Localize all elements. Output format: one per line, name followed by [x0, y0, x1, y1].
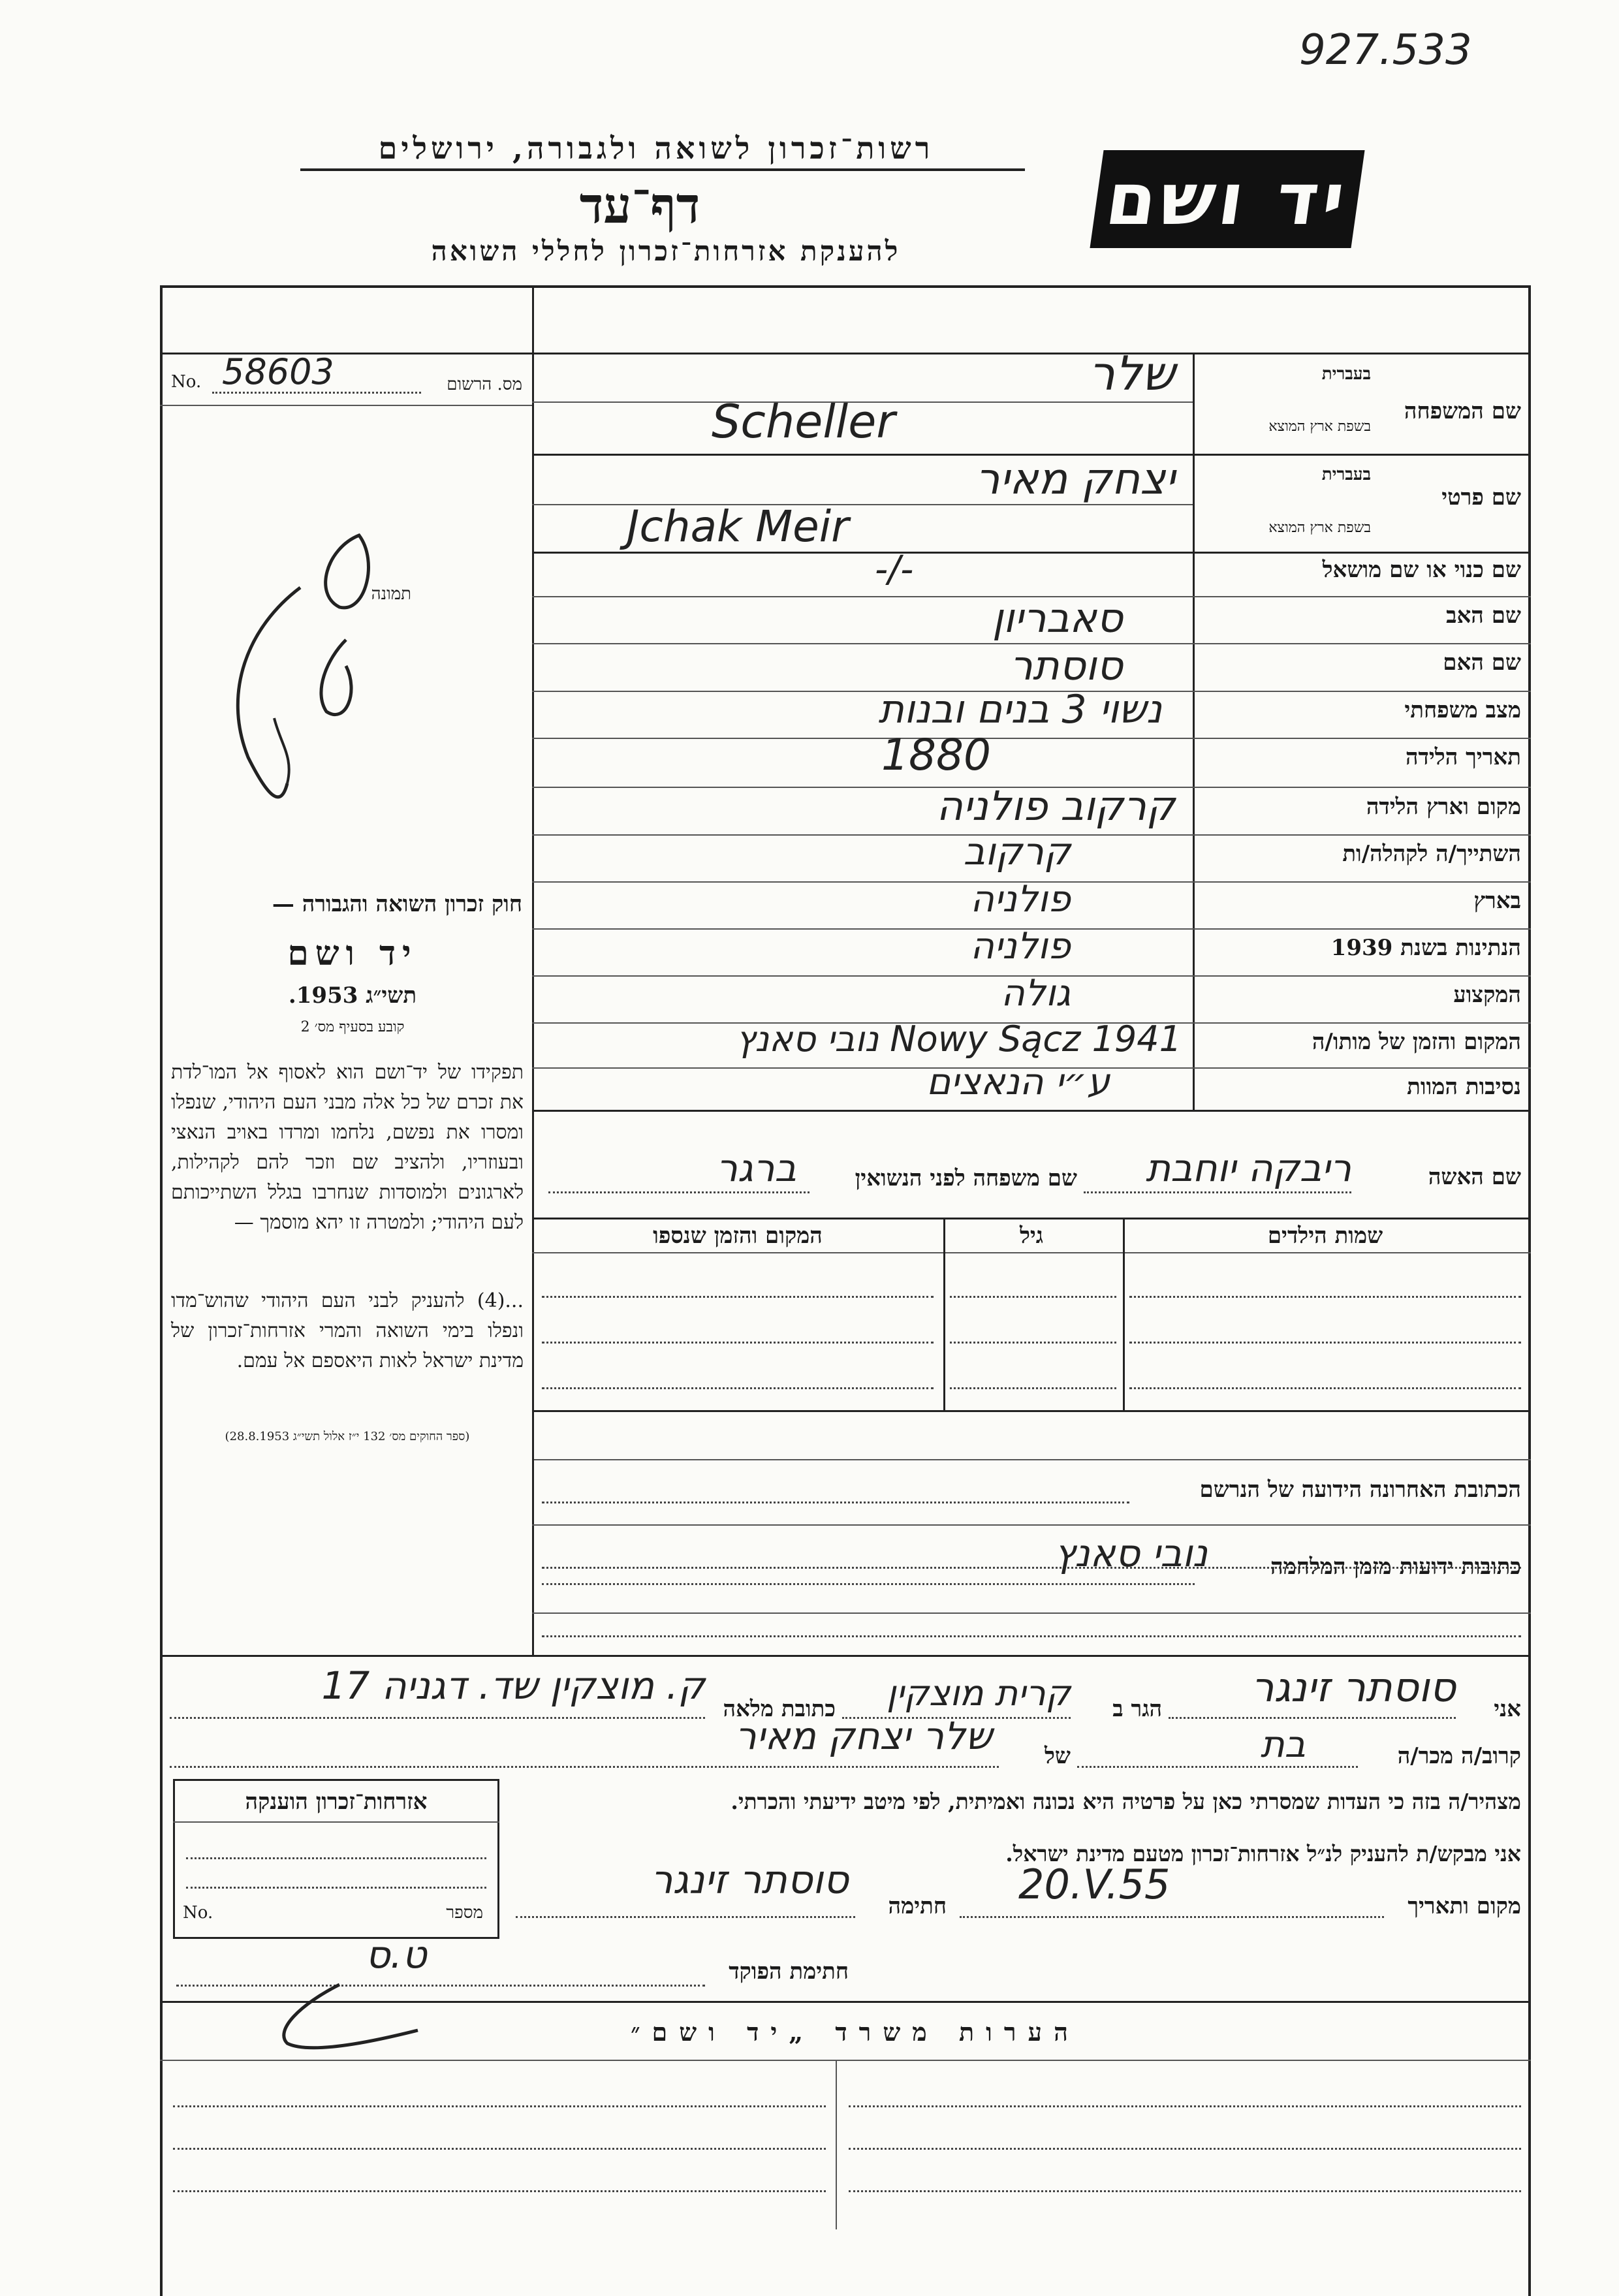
family-local-label: בשפת ארץ המוצא: [1268, 418, 1371, 435]
wartime-value: נובי סאנץ: [1054, 1531, 1208, 1575]
children-header-line: [532, 1252, 1531, 1253]
officer-label: חתימת הפוקד: [729, 1958, 849, 1985]
row-line-4: [532, 738, 1531, 739]
first-hebrew-label: בעברית: [1321, 465, 1371, 484]
authority-title: רשות־זכרון לשואה ולגבורה, ירושלים: [378, 131, 934, 166]
family-hebrew-value: שלר: [1088, 346, 1175, 401]
photo-label: תמונה: [371, 584, 411, 604]
children-header-age: גיל: [1019, 1223, 1044, 1249]
signature-dots: [516, 1916, 855, 1918]
addr-line-2: [532, 1524, 1531, 1526]
first-hebrew-value: יצחק מאיר: [975, 454, 1175, 504]
remarks-dots-5: [173, 2190, 826, 2192]
law-source: (ספר החוקים מס׳ 132 י״ז אלול תשי״ג 28.8.1953): [225, 1430, 470, 1443]
children-col-divider-2: [943, 1218, 945, 1410]
wartime-label: כתובות ידועות מזמן המלחמה: [1270, 1554, 1521, 1580]
row-line-12: [532, 1110, 1531, 1112]
first-name-label: שם פרטי: [1441, 484, 1521, 511]
family-mid-line: [532, 401, 1193, 403]
law-text-2: ...(4) להעניק לבני העם היהודי שהוש־מדו ונפלו בימי השואה והמרי אזרחות־זכרון של מדינת ישראל לאות היאספם אל עמם.: [171, 1289, 524, 1372]
wartime-dots: [542, 1583, 1195, 1585]
place-date-dots: [960, 1916, 1384, 1918]
residing-label: הגר ב: [1112, 1696, 1162, 1722]
addr-top-line: [532, 1459, 1531, 1460]
remarks-dots-6: [849, 2190, 1521, 2192]
mother-label: שם האם: [1443, 650, 1521, 676]
citizenship-box-title: אזרחות־זכרון הוענקה: [245, 1789, 428, 1815]
addr-bottom-line: [160, 1655, 1531, 1657]
children-dots-1: [542, 1296, 934, 1298]
law-year: תשי״ג 1953.: [288, 983, 417, 1009]
citizenship-1939-value: פולניה: [970, 925, 1071, 967]
reg-no-label: No.: [171, 372, 202, 392]
relation-dots: [1077, 1766, 1358, 1768]
wife-label: שם האשה: [1428, 1164, 1521, 1190]
birthplace-value: קרקוב פולניה: [936, 782, 1175, 830]
citizenship-box-dots-1: [186, 1857, 486, 1859]
maiden-label: שם משפחה לפני הנשואין: [855, 1165, 1077, 1191]
citizenship-box-number-label: מספר: [446, 1903, 483, 1923]
children-dots-9: [1129, 1387, 1521, 1389]
authority-underline: [300, 168, 1025, 171]
family-local-value: Scheller: [712, 395, 896, 448]
relation-value: בת: [1260, 1723, 1306, 1766]
remarks-dots-4: [849, 2148, 1521, 2150]
first-local-label: בשפת ארץ המוצא: [1268, 520, 1371, 536]
nickname-value: -/-: [875, 548, 914, 591]
first-mid-line: [532, 504, 1193, 505]
children-header-names: שמות הילדים: [1267, 1223, 1383, 1249]
death-circ-value: ע״י הנאצים: [926, 1061, 1110, 1103]
law-name: יד ושם: [287, 934, 418, 973]
remarks-dots-3: [173, 2148, 826, 2150]
father-value: סאבריון: [992, 594, 1123, 642]
birthdate-label: תאריך הלידה: [1405, 744, 1521, 770]
father-label: שם האב: [1446, 603, 1521, 629]
declarant-name-label: אני: [1494, 1696, 1521, 1722]
first-row-line: [532, 552, 1531, 554]
law-text-1: תפקידו של יד־ושם הוא לאסוף אל המו־לדת את זכרם של כל אלה מבני העם היהודי, שנפלו ומסרו את נפשם, נלחמו ומרדו באויב הנאצי ובעוזריו, ולהציב שם וזכר להם לקהילות, לארגונים ולמוסדות שנחרבו בגלל השתייכותם לעם היהודי; ולמטרה זו יהא מוסמך —: [171, 1061, 524, 1234]
children-header-place: המקום והזמן שנספו: [653, 1223, 823, 1249]
marital-label: מצב משפחתי: [1404, 697, 1521, 723]
of-value: שלר יצחק מאיר: [735, 1714, 992, 1758]
first-local-value: Jchak Meir: [627, 501, 849, 552]
law-note: קובע בסעיף מס׳ 2: [300, 1019, 405, 1035]
country-label: בארץ: [1473, 888, 1521, 914]
remarks-line-1: [160, 2060, 1531, 2061]
form-title: דף־עד: [579, 176, 700, 234]
maiden-dots: [548, 1191, 810, 1193]
nickname-label: שם כנוי או שם מושאל: [1322, 557, 1521, 583]
family-hebrew-label: בעברית: [1321, 364, 1371, 384]
last-address-label: הכתובת האחרונה הידועה של הנרשם: [1199, 1477, 1521, 1503]
citizenship-box-dots-2: [186, 1887, 486, 1889]
children-dots-7: [542, 1387, 934, 1389]
children-bottom-line: [532, 1410, 1531, 1412]
remarks-dots-2: [849, 2105, 1521, 2107]
wife-dots: [1084, 1191, 1351, 1193]
label-column-divider: [1193, 353, 1195, 1110]
reg-line: [160, 405, 532, 406]
relation-label: קרוב/ה מכר/ה: [1397, 1743, 1521, 1769]
community-label: השתייך/ה לקהלה/ות: [1342, 841, 1521, 867]
remarks-dots-1: [173, 2105, 826, 2107]
birthplace-label: מקום וארץ הלידה: [1366, 794, 1521, 820]
archive-number: 927.533: [1299, 26, 1472, 74]
profession-value: גולה: [1001, 972, 1071, 1014]
wife-row-line: [532, 1218, 1531, 1219]
signature-label: חתימה: [888, 1893, 947, 1919]
signature-value: סוסתר זינגר: [650, 1857, 849, 1903]
reg-label: מס. הרשום: [447, 375, 522, 394]
request-text: אני מבקש/ת להעניק לנ״ל אזרחות־זכרון מטעם מדינת ישראל.: [1005, 1841, 1521, 1866]
marital-value: נשוי 3 בנים ובנות: [878, 687, 1162, 732]
death-place-value: Nowy Sącz 1941 נובי סאנץ: [736, 1018, 1182, 1060]
birthdate-value: 1880: [881, 730, 991, 780]
place-date-label: מקום ותאריך: [1407, 1893, 1521, 1919]
declaration-text: מצהיר/ה בזה כי העדות שמסרתי כאן על פרטיה היא נכונה ואמיתית, לפי מיטב ידיעתי והכרתי.: [731, 1789, 1521, 1814]
form-subtitle: להענקת אזרחות־זכרון לחללי השואה: [431, 235, 901, 267]
full-address-label: כתובת מלאה: [723, 1696, 836, 1722]
wife-value: ריבקה יוחבת: [1145, 1146, 1351, 1190]
last-address-dots: [542, 1502, 1129, 1503]
remarks-divider: [836, 2060, 837, 2229]
death-place-label: המקום והזמן של מותו/ה: [1312, 1029, 1521, 1055]
addr-dots-3: [542, 1635, 1521, 1637]
children-col-divider-1: [1123, 1218, 1125, 1410]
photo-scribble: [196, 509, 405, 823]
addr-left-border: [532, 1410, 534, 1655]
remarks-top-line: [160, 2001, 1531, 2003]
citizenship-box-line: [173, 1821, 499, 1823]
community-value: קרקוב: [963, 829, 1071, 873]
profession-label: המקצוע: [1453, 982, 1521, 1008]
mother-value: סוסתר: [1009, 642, 1123, 689]
children-dots-5: [950, 1342, 1116, 1344]
reg-number: 58603: [222, 351, 334, 392]
full-address-value: ק. מוצקין שד. דגניה 17: [321, 1663, 705, 1708]
children-dots-6: [1129, 1342, 1521, 1344]
officer-value: ט.ס: [366, 1932, 427, 1977]
country-value: פולניה: [970, 878, 1071, 920]
office-remarks-title: הערות משרד „יד ושם״: [631, 2017, 1080, 2047]
officer-dots: [176, 1985, 705, 1987]
maiden-value: ברגר: [716, 1146, 796, 1190]
addr-line-3: [532, 1612, 1531, 1614]
of-label: של: [1045, 1743, 1071, 1769]
of-dots: [170, 1766, 999, 1768]
family-name-label: שם המשפחה: [1404, 398, 1521, 424]
children-dots-2: [950, 1296, 1116, 1298]
children-dots-3: [1129, 1296, 1521, 1298]
citizenship-1939-label: הנתינות בשנת 1939: [1330, 935, 1521, 961]
declarant-name-value: סוסתר זינגר: [1251, 1663, 1456, 1711]
residing-value: קרית מוצקין: [886, 1673, 1071, 1714]
children-dots-8: [950, 1387, 1116, 1389]
top-row-line: [160, 353, 1531, 354]
place-date-value: 20.V.55: [1018, 1861, 1171, 1908]
declarant-name-dots: [1169, 1717, 1456, 1719]
yad-vashem-logo: יד ושם: [1090, 150, 1364, 248]
children-dots-4: [542, 1342, 934, 1344]
death-circ-label: נסיבות המוות: [1407, 1074, 1521, 1100]
law-title: חוק זכרון השואה והגבורה —: [272, 891, 522, 917]
citizenship-box-no: No.: [183, 1903, 213, 1923]
